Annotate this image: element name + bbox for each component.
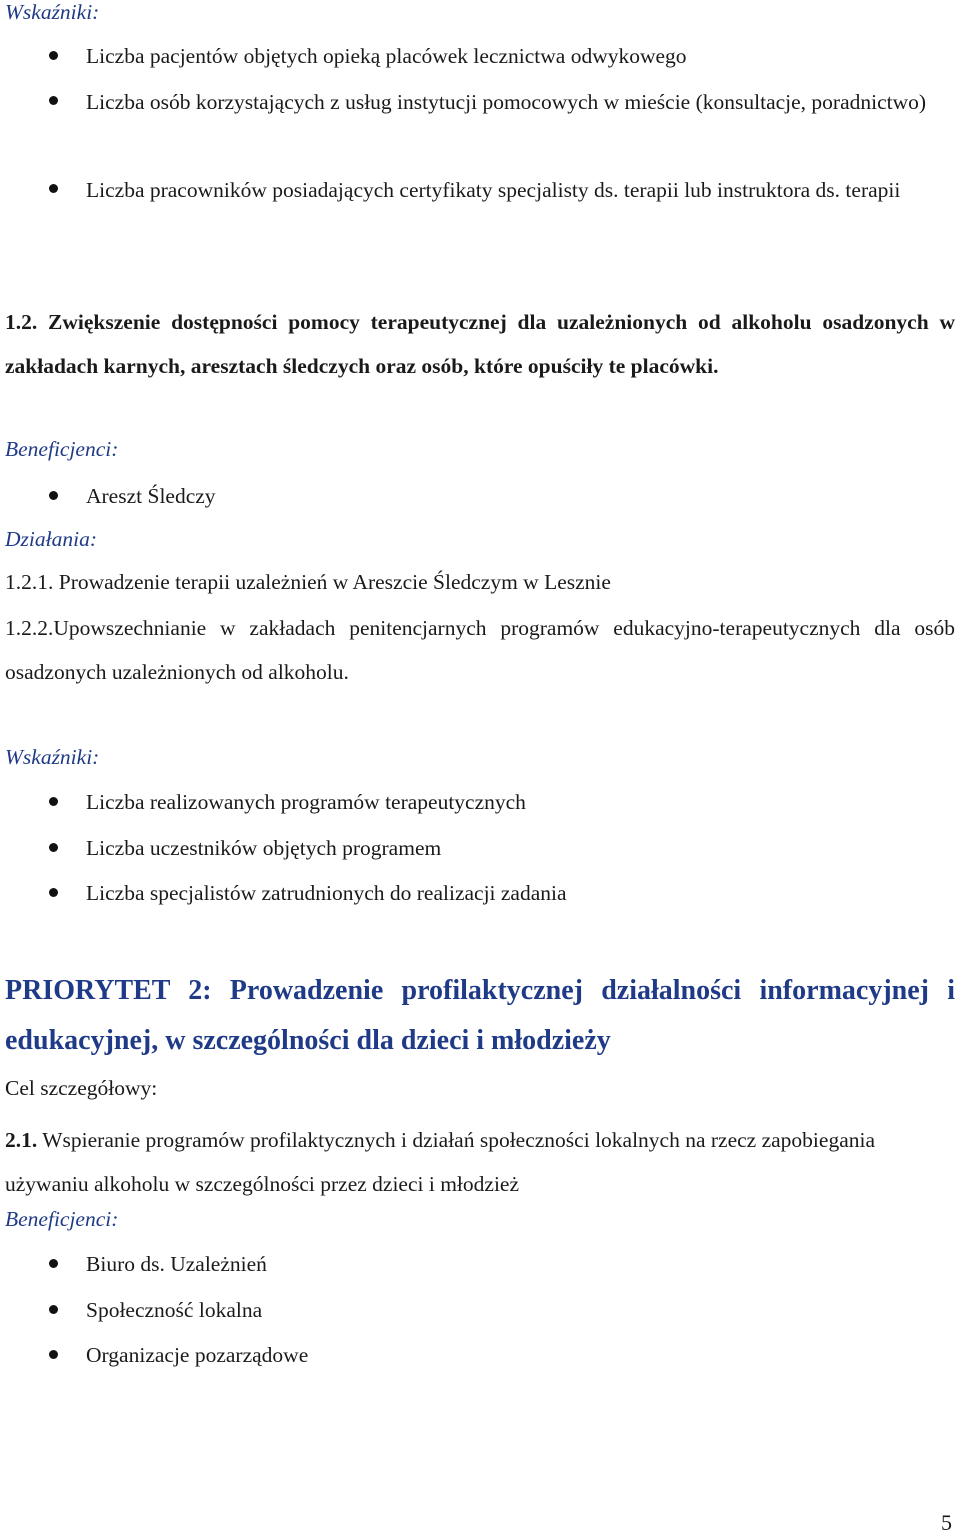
- section-heading: 1.2. Zwiększenie dostępności pomocy terapeutycznej dla uzależnionych od alkoholu osadzonych w zakładach karnych, aresztach śledczych oraz osób, które opuściły te placówki.: [5, 310, 955, 378]
- list-item: [0, 879, 960, 907]
- list-item-text: Liczba pracowników posiadających certyfikaty specjalisty ds. terapii lub instruktora ds. terapii: [86, 178, 901, 202]
- list-item: [0, 1250, 960, 1278]
- bullet-icon: [49, 1305, 58, 1314]
- goal-text: [5, 1118, 955, 1206]
- list-item: [0, 482, 960, 510]
- bullet-icon: [49, 888, 58, 897]
- bullet-icon: [49, 491, 58, 500]
- goal-number: 2.1.: [5, 1128, 38, 1152]
- list-item-text: Biuro ds. Uzależnień: [86, 1252, 267, 1276]
- priority-heading: PRIORYTET 2: Prowadzenie profilaktycznej działalności informacyjnej i edukacyjnej, w szczególności dla dzieci i młodzieży: [5, 975, 955, 1056]
- list-item: [0, 788, 960, 816]
- actions-label: Działania:: [5, 527, 97, 551]
- list-item-text: Liczba osób korzystających z usług instytucji pomocowych w mieście (konsultacje, poradnictwo): [86, 90, 927, 114]
- goal-description: Wspieranie programów profilaktycznych i działań społeczności lokalnych na rzecz zapobiegania używaniu alkoholu w szczególności przez dzieci i młodzież: [5, 1128, 876, 1196]
- bullet-icon: [49, 51, 58, 60]
- bullet-icon: [49, 1259, 58, 1268]
- list-item: [0, 1296, 960, 1324]
- action-item: 1.2.1. Prowadzenie terapii uzależnień w Areszcie Śledczym w Lesznie: [5, 570, 611, 594]
- list-item-text: Liczba specjalistów zatrudnionych do realizacji zadania: [86, 881, 567, 905]
- list-item: [0, 834, 960, 862]
- beneficiaries-label: Beneficjenci:: [5, 1207, 119, 1231]
- bullet-icon: [49, 184, 58, 193]
- list-item-text: Liczba pacjentów objętych opieką placówek lecznictwa odwykowego: [86, 44, 687, 68]
- bullet-icon: [49, 1350, 58, 1359]
- indicators-label: Wskaźniki:: [5, 0, 100, 24]
- list-item: [0, 42, 960, 70]
- goal-label: Cel szczegółowy:: [5, 1076, 158, 1100]
- list-item-text: Liczba realizowanych programów terapeutycznych: [86, 790, 526, 814]
- bullet-icon: [49, 843, 58, 852]
- action-item: 1.2.2.Upowszechnianie w zakładach penitencjarnych programów edukacyjno-terapeutycznych dla osób osadzonych uzależnionych od alkoholu.: [5, 616, 955, 684]
- bullet-icon: [49, 96, 58, 105]
- page-number: 5: [941, 1510, 952, 1535]
- list-item-text: Organizacje pozarządowe: [86, 1343, 309, 1367]
- list-item-text: Społeczność lokalna: [86, 1298, 263, 1322]
- bullet-icon: [49, 797, 58, 806]
- indicators-label: Wskaźniki:: [5, 745, 100, 769]
- list-item: [0, 1341, 960, 1369]
- beneficiaries-label: Beneficjenci:: [5, 437, 119, 461]
- list-item-text: Areszt Śledczy: [86, 484, 216, 508]
- list-item-text: Liczba uczestników objętych programem: [86, 836, 442, 860]
